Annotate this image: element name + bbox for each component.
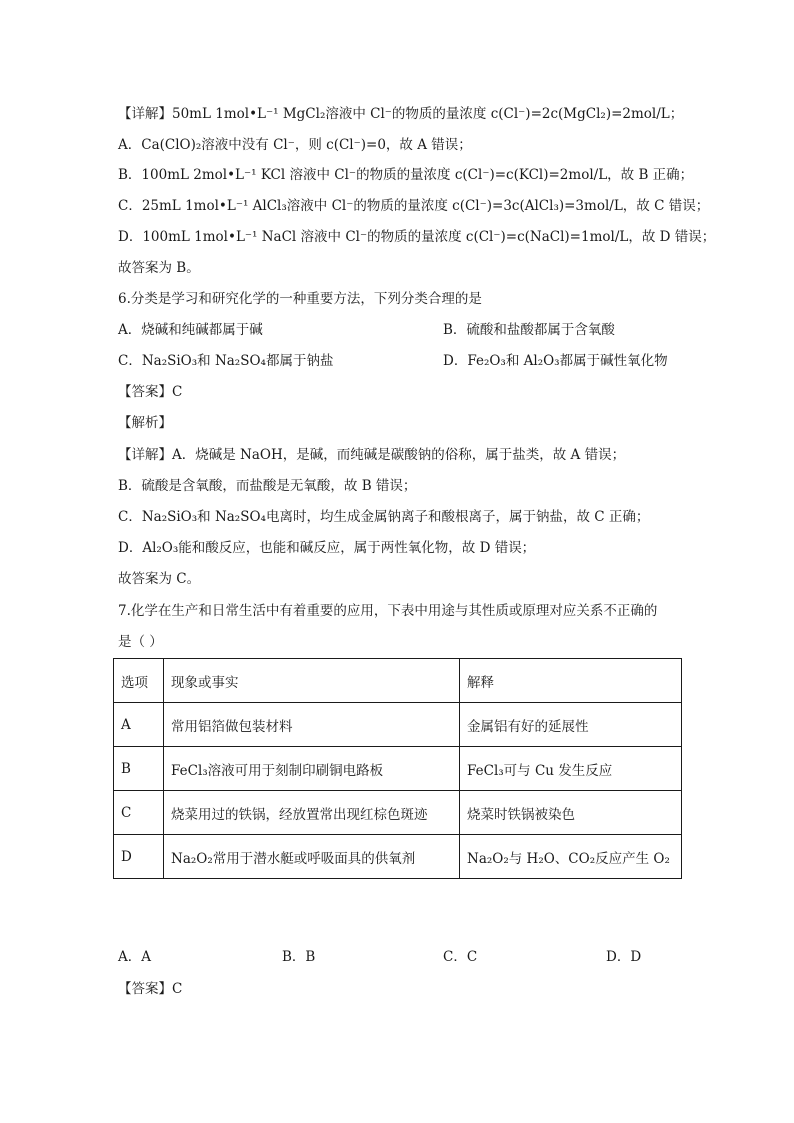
q6-option-c: C．Na₂SiO₃和 Na₂SO₄都属于钠盐 <box>118 353 334 369</box>
q7-option-c: C．C <box>443 949 478 965</box>
table-cell: FeCl₃可与 Cu 发生反应 <box>460 747 682 791</box>
table-header-cell: 选项 <box>114 659 164 703</box>
table-cell: Na₂O₂常用于潜水艇或呼吸面具的供氧剂 <box>164 835 460 879</box>
q6-answer: 【答案】C <box>118 384 183 400</box>
q6-detail-c: C．Na₂SiO₃和 Na₂SO₄电离时，均生成金属钠离子和酸根离子，属于钠盐，故 C 正确； <box>118 509 650 525</box>
table-cell: D <box>114 835 164 879</box>
prev-detail-option-c: C．25mL 1mol•L⁻¹ AlCl₃溶液中 Cl⁻的物质的量浓度 c(Cl⁻)=3c(AlCl₃)=3mol/L，故 C 错误； <box>118 198 710 214</box>
q7-table <box>113 658 682 879</box>
q7-answer: 【答案】C <box>118 981 183 997</box>
q7-stem-line2: 是（ ） <box>118 634 163 650</box>
table-cell: B <box>114 747 164 791</box>
table-cell: 烧菜用过的铁锅，经放置常出现红棕色斑迹 <box>164 791 460 835</box>
q6-option-b: B．硫酸和盐酸都属于含氧酸 <box>443 322 615 338</box>
table-header-cell: 现象或事实 <box>164 659 460 703</box>
q7-stem-line1: 7.化学在生产和日常生活中有着重要的应用，下表中用途与其性质或原理对应关系不正确的 <box>118 603 658 619</box>
prev-detail-option-d: D．100mL 1mol•L⁻¹ NaCl 溶液中 Cl⁻的物质的量浓度 c(Cl⁻)=c(NaCl)=1mol/L，故 D 错误； <box>118 229 716 245</box>
prev-detail-option-a: A．Ca(ClO)₂溶液中没有 Cl⁻，则 c(Cl⁻)=0，故 A 错误； <box>118 137 472 153</box>
table-cell: Na₂O₂与 H₂O、CO₂反应产生 O₂ <box>460 835 682 879</box>
prev-detail-option-b: B．100mL 2mol•L⁻¹ KCl 溶液中 Cl⁻的物质的量浓度 c(Cl⁻)=c(KCl)=2mol/L，故 B 正确； <box>118 167 694 183</box>
q6-conclusion: 故答案为 C。 <box>118 571 201 587</box>
table-header-cell: 解释 <box>460 659 682 703</box>
table-row <box>114 835 682 879</box>
q6-detail-b: B．硫酸是含氧酸，而盐酸是无氧酸，故 B 错误； <box>118 478 417 494</box>
table-row <box>114 747 682 791</box>
table-cell: 烧菜时铁锅被染色 <box>460 791 682 835</box>
table-cell: A <box>114 703 164 747</box>
table-cell: 常用铝箔做包装材料 <box>164 703 460 747</box>
q6-detail-d: D．Al₂O₃能和酸反应，也能和碱反应，属于两性氧化物，故 D 错误； <box>118 540 536 556</box>
q6-option-a: A．烧碱和纯碱都属于碱 <box>118 322 263 338</box>
prev-conclusion: 故答案为 B。 <box>118 260 200 276</box>
table-cell: C <box>114 791 164 835</box>
q7-option-a: A．A <box>118 949 151 965</box>
q7-option-d: D．D <box>606 949 642 965</box>
table-cell: 金属铝有好的延展性 <box>460 703 682 747</box>
q6-analysis-label: 【解析】 <box>118 415 172 431</box>
q6-stem: 6.分类是学习和研究化学的一种重要方法，下列分类合理的是 <box>118 291 482 307</box>
table-row <box>114 703 682 747</box>
table-header-row <box>114 659 682 703</box>
q7-option-b: B．B <box>282 949 316 965</box>
table-row <box>114 791 682 835</box>
q6-detail-a: 【详解】A．烧碱是 NaOH，是碱，而纯碱是碳酸钠的俗称，属于盐类，故 A 错误； <box>118 447 626 463</box>
table-cell: FeCl₃溶液可用于刻制印刷铜电路板 <box>164 747 460 791</box>
q6-option-d: D．Fe₂O₃和 Al₂O₃都属于碱性氧化物 <box>443 353 668 369</box>
prev-detail-line: 【详解】50mL 1mol•L⁻¹ MgCl₂溶液中 Cl⁻的物质的量浓度 c(Cl⁻)=2c(MgCl₂)=2mol/L； <box>118 106 684 122</box>
